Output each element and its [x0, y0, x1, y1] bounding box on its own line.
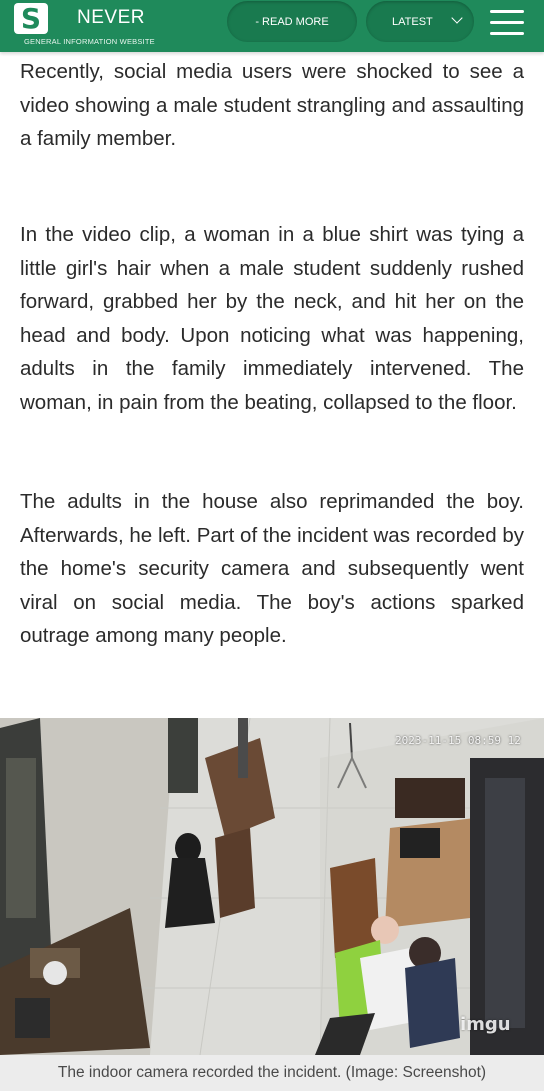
latest-dropdown[interactable]: [366, 1, 474, 42]
read-more-label: - READ MORE: [255, 15, 329, 28]
read-more-button[interactable]: [227, 1, 357, 42]
image-watermark: imgu: [460, 1014, 511, 1035]
brand-tagline: GENERAL INFORMATION WEBSITE: [24, 37, 155, 46]
article-paragraph: In the video clip, a woman in a blue shirt was tying a little girl's hair when a male student suddenly rushed forward, grabbed her by the neck, and hit her on the head and body. Upon noticing what was happening, adults in the family immediately intervened. The woman, in pain from the beating, collapsed to the floor.: [20, 223, 524, 414]
hamburger-menu-icon[interactable]: [490, 10, 524, 36]
article-image[interactable]: [0, 718, 544, 1055]
article-paragraph: Recently, social media users were shocked to see a video showing a male student strangling and assaulting a family member.: [20, 60, 524, 150]
site-logo-icon[interactable]: S: [14, 3, 48, 34]
article-paragraph: The adults in the house also reprimanded the boy. Afterwards, he left. Part of the incident was recorded by the home's security camera and subsequently went viral on social media. The boy's actions sparked outrage among many people.: [20, 490, 524, 647]
latest-label: LATEST: [392, 15, 433, 28]
site-header: [0, 0, 544, 52]
image-caption: The indoor camera recorded the incident. (Image: Screenshot): [0, 1055, 544, 1091]
camera-scene-illustration: [0, 718, 544, 1055]
brand-name[interactable]: NEVER: [77, 7, 145, 28]
camera-timestamp: 2023-11-15 08:59 12: [395, 734, 521, 747]
chevron-down-icon: [451, 12, 462, 23]
